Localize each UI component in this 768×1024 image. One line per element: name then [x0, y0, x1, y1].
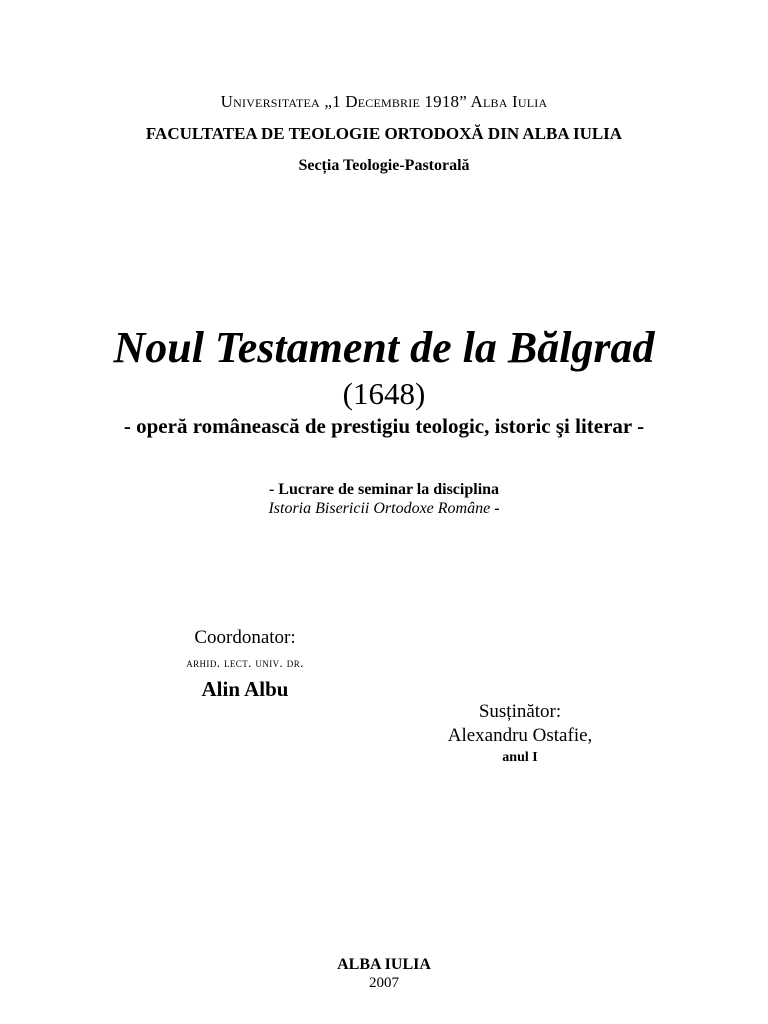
section-name: Secția Teologie-Pastorală: [298, 157, 470, 174]
document-subtitle: - operă românească de prestigiu teologic, istoric şi literar -: [123, 414, 645, 438]
author-year-of-study: anul I: [502, 750, 538, 765]
coordinator-name: Alin Albu: [201, 677, 289, 701]
title-year: (1648): [342, 376, 426, 411]
university-name: Universitatea „1 Decembrie 1918” Alba Iulia: [220, 92, 548, 111]
footer-year: 2007: [369, 975, 399, 991]
document-title: Noul Testament de la Bălgrad: [113, 323, 655, 372]
faculty-name: FACULTATEA DE TEOLOGIE ORTODOXĂ DIN ALBA IULIA: [145, 124, 623, 143]
footer-city: ALBA IULIA: [337, 956, 431, 973]
coordinator-rank: arhid. lect. univ. dr.: [186, 655, 304, 670]
coordinator-block: [140, 626, 350, 702]
coordinator-label: Coordonator:: [194, 627, 296, 648]
author-block: [420, 700, 620, 768]
discipline-name: Istoria Bisericii Ortodoxe Române: [268, 500, 491, 517]
author-name: Alexandru Ostafie,: [447, 725, 593, 746]
author-label: Susținător:: [478, 701, 562, 722]
discipline-trailing-dash: -: [490, 500, 500, 517]
seminar-discipline-line: [0, 500, 768, 518]
seminar-description: - Lucrare de seminar la disciplina: [268, 481, 500, 498]
